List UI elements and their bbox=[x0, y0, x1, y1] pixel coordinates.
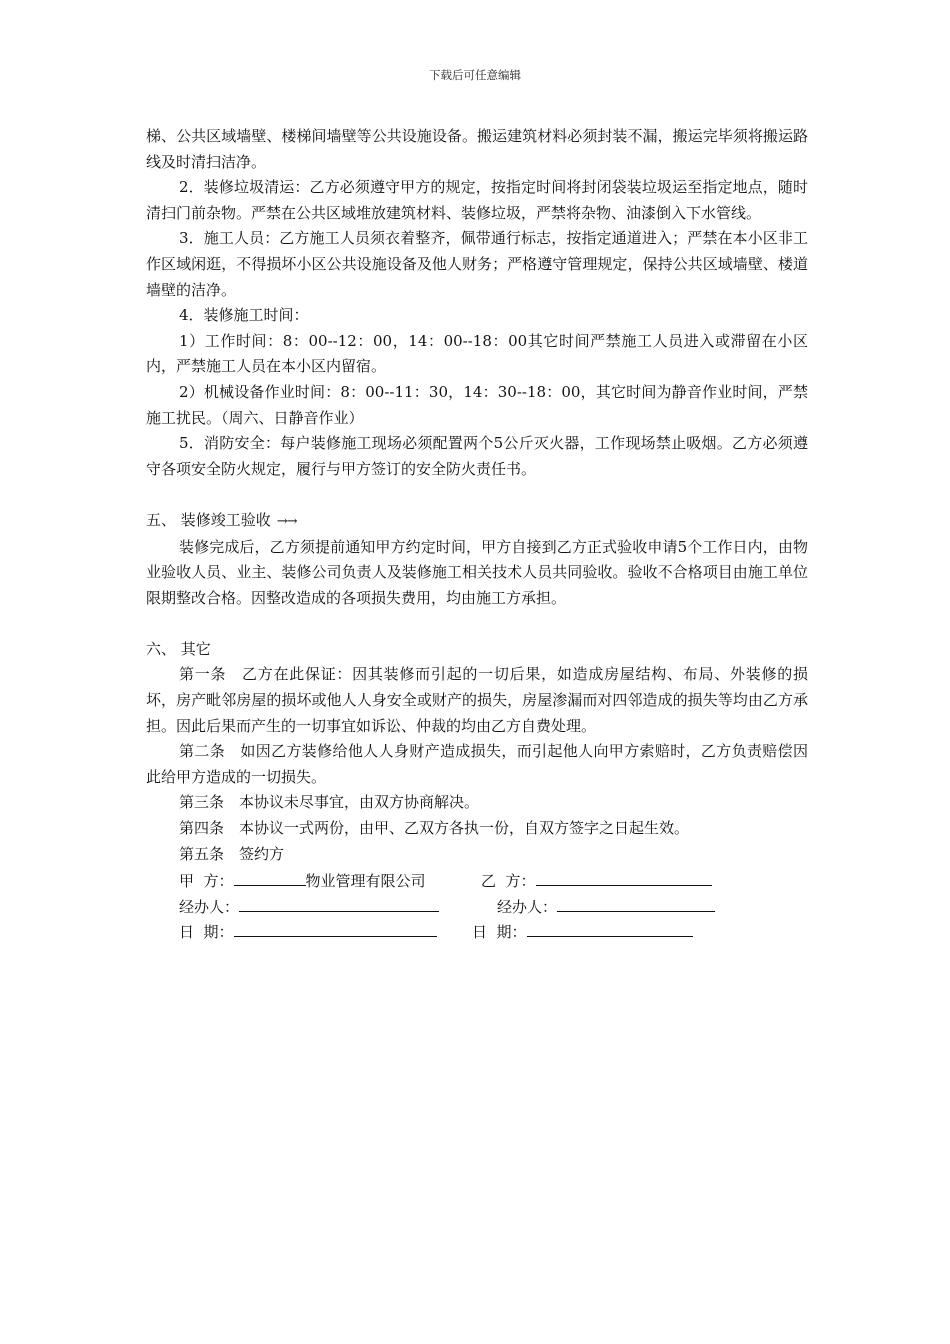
party-b-field bbox=[481, 867, 712, 895]
date-a-blank bbox=[234, 918, 437, 937]
paragraph-machine-hours: 2）机械设备作业时间：8：00--11：30，14：30--18：00，其它时间为静音作业时间，严禁施工扰民。（周六、日静音作业） bbox=[146, 382, 808, 427]
paragraph-continued: 梯、公共区域墙壁、楼梯间墙壁等公共设施设备。搬运建筑材料必须封装不漏，搬运完毕须将搬运路线及时清扫洁净。 bbox=[146, 127, 808, 171]
party-a-company: 物业管理有限公司 bbox=[305, 872, 426, 891]
date-b-blank bbox=[527, 918, 693, 937]
section-five-title: 五、 装修竣工验收 bbox=[146, 510, 271, 529]
party-a-field bbox=[179, 867, 426, 895]
paragraph-construction-staff: 3．施工人员：乙方施工人员须衣着整齐，佩带通行标志，按指定通道进入；严禁在本小区非工作区域闲逛，不得损坏小区公共设施设备及他人财务；严格遵守管理规定，保持公共区域墙壁、楼道墙壁的洁净。 bbox=[146, 229, 808, 299]
agent-b-blank bbox=[557, 893, 715, 912]
arrow-icon: →→ bbox=[276, 513, 297, 529]
paragraph-work-hours-title: 4．装修施工时间： bbox=[179, 306, 309, 325]
article-four: 第四条 本协议一式两份，由甲、乙双方各执一份，自双方签字之日起生效。 bbox=[179, 819, 690, 838]
date-a-label: 日 期： bbox=[179, 923, 234, 942]
party-a-label: 甲 方： bbox=[179, 872, 234, 891]
section-six-heading: 六、 其它 bbox=[146, 639, 211, 658]
article-three: 第三条 本协议未尽事宜，由双方协商解决。 bbox=[179, 793, 480, 812]
section-five-heading bbox=[146, 508, 808, 535]
page-header: 下载后可任意编辑 bbox=[429, 68, 521, 82]
date-b-field bbox=[472, 918, 693, 946]
signature-party-row bbox=[146, 867, 808, 893]
date-a-field bbox=[179, 918, 437, 946]
document-body bbox=[146, 124, 808, 944]
paragraph-garbage-removal: 2．装修垃圾清运：乙方必须遵守甲方的规定，按指定时间将封闭袋装垃圾运至指定地点，随时清扫门前杂物。严禁在公共区域堆放建筑材料、装修垃圾，严禁将杂物、油漆倒入下水管线。 bbox=[146, 178, 808, 222]
paragraph-work-hours: 1）工作时间：8：00--12：00，14：00--18：00其它时间严禁施工人员进入或滞留在小区内，严禁施工人员在本小区内留宿。 bbox=[146, 331, 808, 376]
party-b-blank bbox=[536, 867, 712, 886]
agent-b-label: 经办人： bbox=[497, 897, 558, 916]
article-one: 第一条 乙方在此保证：因其装修而引起的一切后果，如造成房屋结构、布局、外装修的损坏，房产毗邻房屋的损坏或他人人身安全或财产的损失，房屋渗漏而对四邻造成的损失等均由乙方承担。因此后果而产生的一切事宜如诉讼、仲裁的均由乙方自费处理。 bbox=[146, 665, 808, 735]
date-b-label: 日 期： bbox=[472, 923, 527, 942]
agent-a-blank bbox=[239, 893, 439, 912]
party-a-blank bbox=[234, 867, 306, 886]
party-b-label: 乙 方： bbox=[481, 872, 536, 891]
signature-date-row bbox=[146, 918, 808, 944]
paragraph-fire-safety: 5．消防安全：每户装修施工现场必须配置两个5公斤灭火器，工作现场禁止吸烟。乙方必须遵守各项安全防火规定，履行与甲方签订的安全防火责任书。 bbox=[146, 434, 808, 478]
section-five-body: 装修完成后，乙方须提前通知甲方约定时间，甲方自接到乙方正式验收申请5个工作日内，由物业验收人员、业主、装修公司负责人及装修施工相关技术人员共同验收。验收不合格项目由施工单位限期整改合格。因整改造成的各项损失费用，均由施工方承担。 bbox=[146, 537, 808, 607]
agent-b-field bbox=[497, 893, 715, 921]
signature-agent-row bbox=[146, 893, 808, 919]
agent-a-label: 经办人： bbox=[179, 897, 240, 916]
article-five: 第五条 签约方 bbox=[179, 844, 285, 863]
article-two: 第二条 如因乙方装修给他人人身财产造成损失，而引起他人向甲方索赔时，乙方负责赔偿因此给甲方造成的一切损失。 bbox=[146, 742, 808, 786]
agent-a-field bbox=[179, 893, 439, 921]
